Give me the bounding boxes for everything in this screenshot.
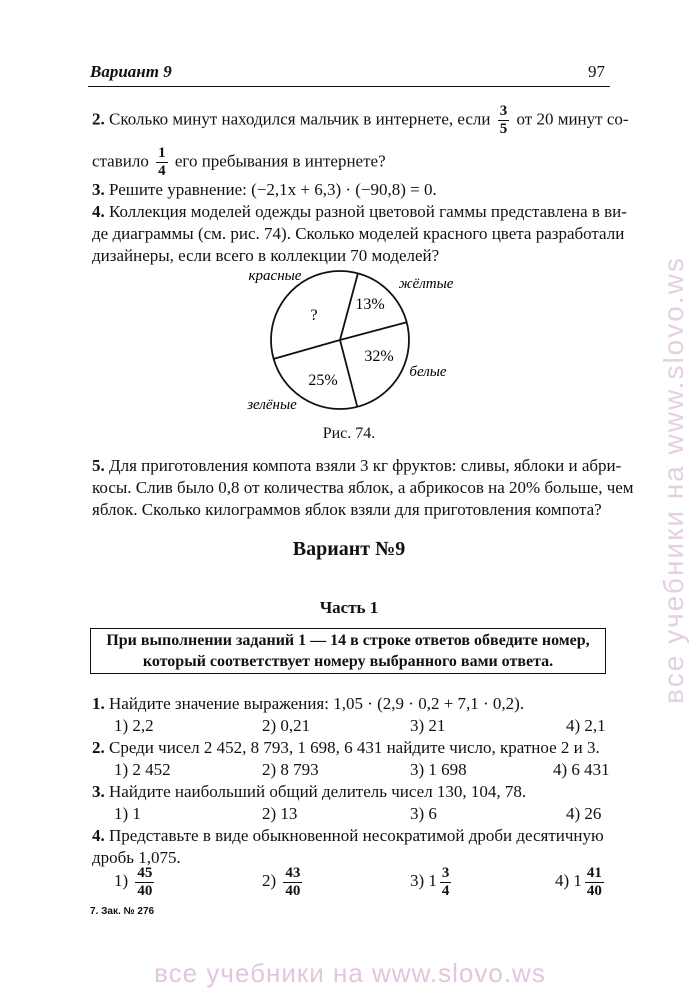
q2-option-2: 2) 8 793 [262, 760, 319, 779]
slice-label-white: белые [409, 364, 447, 380]
question-3-number: 3. [92, 782, 105, 801]
header-rule [88, 86, 610, 87]
q3-option-1: 1) 1 [114, 804, 141, 823]
q4-option-4-prefix: 4) 1 [555, 871, 582, 890]
slice-value-green: 25% [308, 372, 338, 389]
bottom-watermark: все учебники на www.slovo.ws [154, 958, 546, 988]
pie-divider-white-green [340, 340, 357, 407]
fraction-numerator: 41 [586, 864, 602, 881]
q3-option-2: 2) 13 [262, 804, 298, 823]
task-2-text-b: от 20 минут со- [516, 109, 629, 129]
print-order-note: 7. Зак. № 276 [90, 906, 155, 917]
task-5-line-3: яблок. Сколько килограммов яблок взяли для приготовления компота? [92, 500, 602, 519]
q2-option-1: 1) 2 452 [114, 760, 171, 779]
task-2-text-d: его пребывания в интернете? [174, 151, 386, 171]
task-4-text-1: Коллекция моделей одежды разной цветовой гаммы представлена в ви- [109, 202, 627, 221]
fraction-denominator: 4 [441, 882, 450, 899]
task-3-text: Решите уравнение: (−2,1x + 6,3) · (−90,8) = 0. [109, 180, 437, 199]
q1-option-1: 1) 2,2 [114, 716, 154, 735]
q4-option-2 [262, 864, 305, 899]
variant-title: Вариант №9 [292, 538, 406, 560]
pie-divider-green-red [274, 340, 340, 359]
task-5-line-1 [92, 454, 622, 478]
running-header-variant: Вариант 9 [90, 62, 172, 81]
question-3-text: Найдите наибольший общий делитель чисел 130, 104, 78. [109, 782, 527, 801]
slice-label-red: красные [248, 268, 302, 284]
task-5-text-1: Для приготовления компота взяли 3 кг фруктов: сливы, яблоки и абри- [109, 456, 622, 475]
task-2-number: 2. [92, 109, 105, 129]
question-4-line-2: дробь 1,075. [92, 848, 181, 867]
question-1-text: Найдите значение выражения: 1,05 · (2,9 · 0,2 + 7,1 · 0,2). [109, 694, 525, 713]
task-5-number: 5. [92, 456, 105, 475]
fraction-denominator: 4 [158, 163, 166, 179]
q4-option-4 [555, 864, 607, 899]
q3-option-3: 3) 6 [410, 804, 437, 823]
question-4-line-1 [92, 824, 610, 848]
task-4-line-3: дизайнеры, если всего в коллекции 70 моделей? [92, 246, 440, 265]
q4-option-3-prefix: 3) 1 [410, 871, 437, 890]
task-2-line-1 [92, 103, 629, 137]
task-2-fraction [498, 104, 510, 137]
q1-option-2: 2) 0,21 [262, 716, 311, 735]
fraction-denominator: 40 [285, 882, 301, 899]
instruction-line-1: При выполнении заданий 1 — 14 в строке ответов обведите номер, [106, 632, 590, 649]
q4-option-1 [114, 864, 157, 899]
task-2-text-c: ставило [92, 151, 149, 171]
question-2-text: Среди чисел 2 452, 8 793, 1 698, 6 431 найдите число, кратное 2 и 3. [109, 738, 600, 757]
q3-option-4: 4) 26 [566, 804, 602, 823]
pie-divider-yellow-white [340, 322, 407, 340]
question-2-number: 2. [92, 738, 105, 757]
q4-option-3 [410, 864, 454, 899]
task-3-number: 3. [92, 180, 105, 199]
q2-option-4: 4) 6 431 [553, 760, 610, 779]
slice-value-red: ? [310, 307, 318, 324]
task-5-line-2: косы. Слив было 0,8 от количества яблок, а абрикосов на 20% больше, чем [92, 478, 634, 497]
fraction-numerator: 1 [158, 145, 166, 161]
part-heading: Часть 1 [319, 598, 379, 617]
slice-value-white: 32% [364, 348, 394, 365]
q4-option-4-fraction [585, 866, 604, 899]
task-2-text-a: Сколько минут находился мальчик в интернете, если [109, 109, 491, 129]
q1-option-3: 3) 21 [410, 716, 446, 735]
fraction-denominator: 5 [499, 121, 508, 137]
q4-option-1-prefix: 1) [114, 871, 129, 890]
instruction-line-2: который соответствует номеру выбранного вами ответа. [142, 653, 554, 670]
slice-value-yellow: 13% [355, 296, 385, 313]
question-3 [92, 780, 610, 804]
q4-option-3-fraction [440, 866, 452, 899]
fraction-denominator: 40 [586, 882, 602, 899]
slice-label-yellow: жёлтые [398, 276, 454, 292]
q1-option-4: 4) 2,1 [566, 716, 606, 735]
side-watermark-text: все учебники на www.slovo.ws [658, 256, 689, 704]
slice-label-green: зелёные [247, 397, 297, 413]
question-4-number: 4. [92, 826, 105, 845]
question-4-text-1: Представьте в виде обыкновенной несократимой дроби десятичную [109, 826, 604, 845]
task-2-fraction-2 [156, 146, 168, 179]
page-number: 97 [588, 62, 605, 81]
fraction-numerator: 3 [499, 103, 508, 119]
figure-caption: Рис. 74. [322, 425, 376, 442]
pie-chart [230, 262, 470, 422]
task-4-number: 4. [92, 202, 105, 221]
q4-option-1-fraction [135, 866, 154, 899]
task-2-line-2 [92, 146, 610, 179]
instruction-box [90, 628, 606, 674]
task-3 [92, 178, 610, 202]
fraction-denominator: 40 [137, 882, 153, 899]
task-4-line-1 [92, 200, 627, 224]
fraction-numerator: 45 [137, 864, 153, 881]
fraction-numerator: 3 [441, 864, 450, 881]
q4-option-2-prefix: 2) [262, 871, 277, 890]
question-1-number: 1. [92, 694, 105, 713]
question-2 [92, 736, 610, 760]
question-1 [92, 692, 610, 716]
fraction-numerator: 43 [285, 864, 301, 881]
q2-option-3: 3) 1 698 [410, 760, 467, 779]
task-4-line-2: де диаграммы (см. рис. 74). Сколько моделей красного цвета разработали [92, 224, 625, 243]
q4-option-2-fraction [283, 866, 302, 899]
